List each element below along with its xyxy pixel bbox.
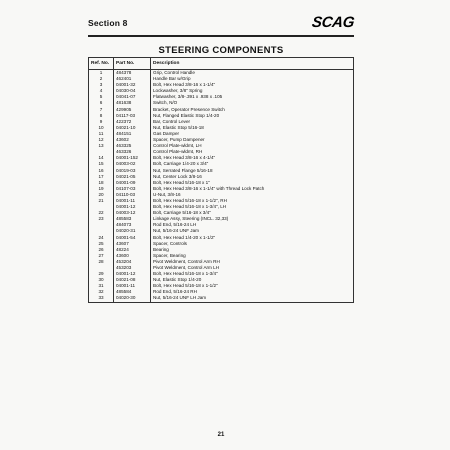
ref-no-cell: 17 [89, 174, 114, 180]
description-cell: Bolt, Carriage 1/4-20 x 3/4" [151, 161, 354, 167]
description-cell: Nut, Center Lock 3/8-16 [151, 174, 354, 180]
ref-no-cell: 7 [89, 107, 114, 113]
description-cell: Bearing [151, 247, 354, 253]
ref-no-cell: 10 [89, 125, 114, 131]
part-no-cell: 422372 [114, 119, 151, 125]
description-cell: Bolt, Hex Head 3/8-16 x 1-1/4" with Thread Lock Patch [151, 186, 354, 192]
part-no-cell: 04020-30 [114, 295, 151, 302]
part-no-cell: 453204 [114, 259, 151, 265]
ref-no-cell: 11 [89, 131, 114, 137]
ref-no-cell: 16 [89, 168, 114, 174]
part-no-cell: 04001-11 [114, 198, 151, 204]
ref-no-cell: 23 [89, 216, 114, 222]
part-no-cell: 484151 [114, 131, 151, 137]
ref-no-cell: 13 [89, 143, 114, 149]
ref-no-cell: 9 [89, 119, 114, 125]
part-no-cell: 04001-12 [114, 204, 151, 210]
part-no-cell: 484073 [114, 222, 151, 228]
part-no-cell: 04021-05 [114, 174, 151, 180]
part-no-cell: 04021-10 [114, 125, 151, 131]
description-cell: Bolt, Hex Head 5/16-18 x 1-3/4" [151, 271, 354, 277]
description-cell: Bracket, Operator Presence Switch [151, 107, 354, 113]
part-no-cell: 04019-03 [114, 168, 151, 174]
part-no-cell: 429905 [114, 107, 151, 113]
description-cell: Pivot Weldment, Control Arm LH [151, 265, 354, 271]
part-no-cell: 462401 [114, 76, 151, 82]
page-header [88, 14, 354, 34]
description-cell: Gas Damper [151, 131, 354, 137]
part-no-cell: 04003-02 [114, 161, 151, 167]
description-cell: Nut, Elastic Stop 1/4-20 [151, 277, 354, 283]
part-no-cell: 485583 [114, 216, 151, 222]
part-no-cell: 04001-152 [114, 155, 151, 161]
description-cell: Bolt, Hex Head 5/16-18 x 1-1/2" [151, 283, 354, 289]
ref-no-cell: 26 [89, 247, 114, 253]
part-no-cell: 04001-32 [114, 82, 151, 88]
parts-table-container [88, 57, 354, 303]
description-cell: Control Plate-wldmt, RH [151, 149, 354, 155]
part-no-cell: 04021-08 [114, 277, 151, 283]
description-cell: Bolt, Hex Head 1/4-20 x 1-1/2" [151, 235, 354, 241]
description-cell: Bar, Control Lever [151, 119, 354, 125]
part-no-cell: 04001-11 [114, 283, 151, 289]
table-row [89, 295, 354, 302]
part-no-cell: 04117-03 [114, 113, 151, 119]
page-title: STEERING COMPONENTS [158, 45, 284, 56]
part-no-cell: 481638 [114, 100, 151, 106]
part-no-cell: 453203 [114, 265, 151, 271]
description-cell: Bolt, Carriage 5/16-18 x 3/4" [151, 210, 354, 216]
ref-no-cell: 2 [89, 76, 114, 82]
ref-no-cell: 18 [89, 180, 114, 186]
ref-no-cell: 15 [89, 161, 114, 167]
ref-no-cell: 8 [89, 113, 114, 119]
parts-table-body [89, 70, 354, 303]
description-cell: Bolt, Hex Head 5/16-18 x 1" [151, 180, 354, 186]
description-cell: Nut, Elastic Stop 5/16-18 [151, 125, 354, 131]
description-cell: Spacer, Bearing [151, 253, 354, 259]
part-no-cell: 463326 [114, 149, 151, 155]
part-no-cell: 04110-03 [114, 192, 151, 198]
description-cell: Rod End, 5/16-24 LH [151, 222, 354, 228]
ref-no-cell: 24 [89, 235, 114, 241]
table-row [89, 70, 354, 77]
description-cell: U-Nut, 3/8-16 [151, 192, 354, 198]
ref-no-cell: 31 [89, 283, 114, 289]
ref-no-cell: 30 [89, 277, 114, 283]
part-no-cell: 43607 [114, 241, 151, 247]
description-cell: Linkage Assy, Steering (INCL. 32,33) [151, 216, 354, 222]
part-no-cell: 04020-31 [114, 228, 151, 234]
description-cell: Handle Bar w/Grip [151, 76, 354, 82]
ref-no-cell: 3 [89, 82, 114, 88]
part-no-cell: 484378 [114, 70, 151, 77]
part-no-header: Part No. [114, 58, 151, 70]
part-no-cell: 04001-54 [114, 235, 151, 241]
description-header: Description [151, 58, 354, 70]
table-header-row [89, 58, 354, 70]
part-no-cell: 04001-12 [114, 271, 151, 277]
ref-no-cell: 19 [89, 186, 114, 192]
part-no-cell: 485584 [114, 289, 151, 295]
description-cell: Pivot Weldment, Control Arm RH [151, 259, 354, 265]
ref-no-cell: 33 [89, 295, 114, 302]
ref-no-cell: 21 [89, 198, 114, 204]
parts-table [88, 57, 354, 303]
part-no-cell: 43600 [114, 253, 151, 259]
description-cell: Nut, Serrated Flange 5/16-18 [151, 168, 354, 174]
section-title: Section 8 [88, 18, 128, 28]
ref-no-cell: 6 [89, 100, 114, 106]
ref-no-cell: 32 [89, 289, 114, 295]
description-cell: Flatwasher, 3/8-.391 x .938 x .105 [151, 94, 354, 100]
description-cell: Switch, N/O [151, 100, 354, 106]
description-cell: Rod End, 5/16-24 RH [151, 289, 354, 295]
ref-no-cell: 4 [89, 88, 114, 94]
ref-no-header: Ref. No. [89, 58, 114, 70]
part-no-cell: 43602 [114, 137, 151, 143]
description-cell: Bolt, Hex Head 5/16-18 x 1-3/4", LH [151, 204, 354, 210]
part-no-cell: 04030-04 [114, 88, 151, 94]
ref-no-cell: 22 [89, 210, 114, 216]
ref-no-cell: 1 [89, 70, 114, 77]
ref-no-cell: 20 [89, 192, 114, 198]
ref-no-cell: 27 [89, 253, 114, 259]
ref-no-cell: 14 [89, 155, 114, 161]
ref-no-cell: 28 [89, 259, 114, 265]
description-cell: Nut, 5/16-24 UNF LH Jam [151, 295, 354, 302]
description-cell: Control Plate-wldmt, LH [151, 143, 354, 149]
description-cell: Bolt, Hex Head 5/16-18 x 1-1/2", RH [151, 198, 354, 204]
header-divider [88, 35, 354, 37]
description-cell: Bolt, Hex Head 3/8-16 x 1-1/4" [151, 82, 354, 88]
part-no-cell: 04001-09 [114, 180, 151, 186]
ref-no-cell: 25 [89, 241, 114, 247]
description-cell: Grip, Control Handle [151, 70, 354, 77]
part-no-cell: 04003-12 [114, 210, 151, 216]
part-no-cell: 463325 [114, 143, 151, 149]
description-cell: Spacer, Controls [151, 241, 354, 247]
description-cell: Nut, Flanged Elastic Stop 1/4-20 [151, 113, 354, 119]
part-no-cell: 04107-03 [114, 186, 151, 192]
scag-logo: SCAG [310, 14, 356, 31]
part-no-cell: 04041-07 [114, 94, 151, 100]
description-cell: Lockwasher, 3/8" Spring [151, 88, 354, 94]
page-number: 21 [217, 432, 225, 438]
description-cell: Spacer, Pump Dampener [151, 137, 354, 143]
ref-no-cell: 29 [89, 271, 114, 277]
description-cell: Bolt, Hex Head 3/8-16 x 4-1/4" [151, 155, 354, 161]
ref-no-cell: 12 [89, 137, 114, 143]
description-cell: Nut, 5/16-24 UNF Jam [151, 228, 354, 234]
ref-no-cell: 5 [89, 94, 114, 100]
part-no-cell: 48224 [114, 247, 151, 253]
